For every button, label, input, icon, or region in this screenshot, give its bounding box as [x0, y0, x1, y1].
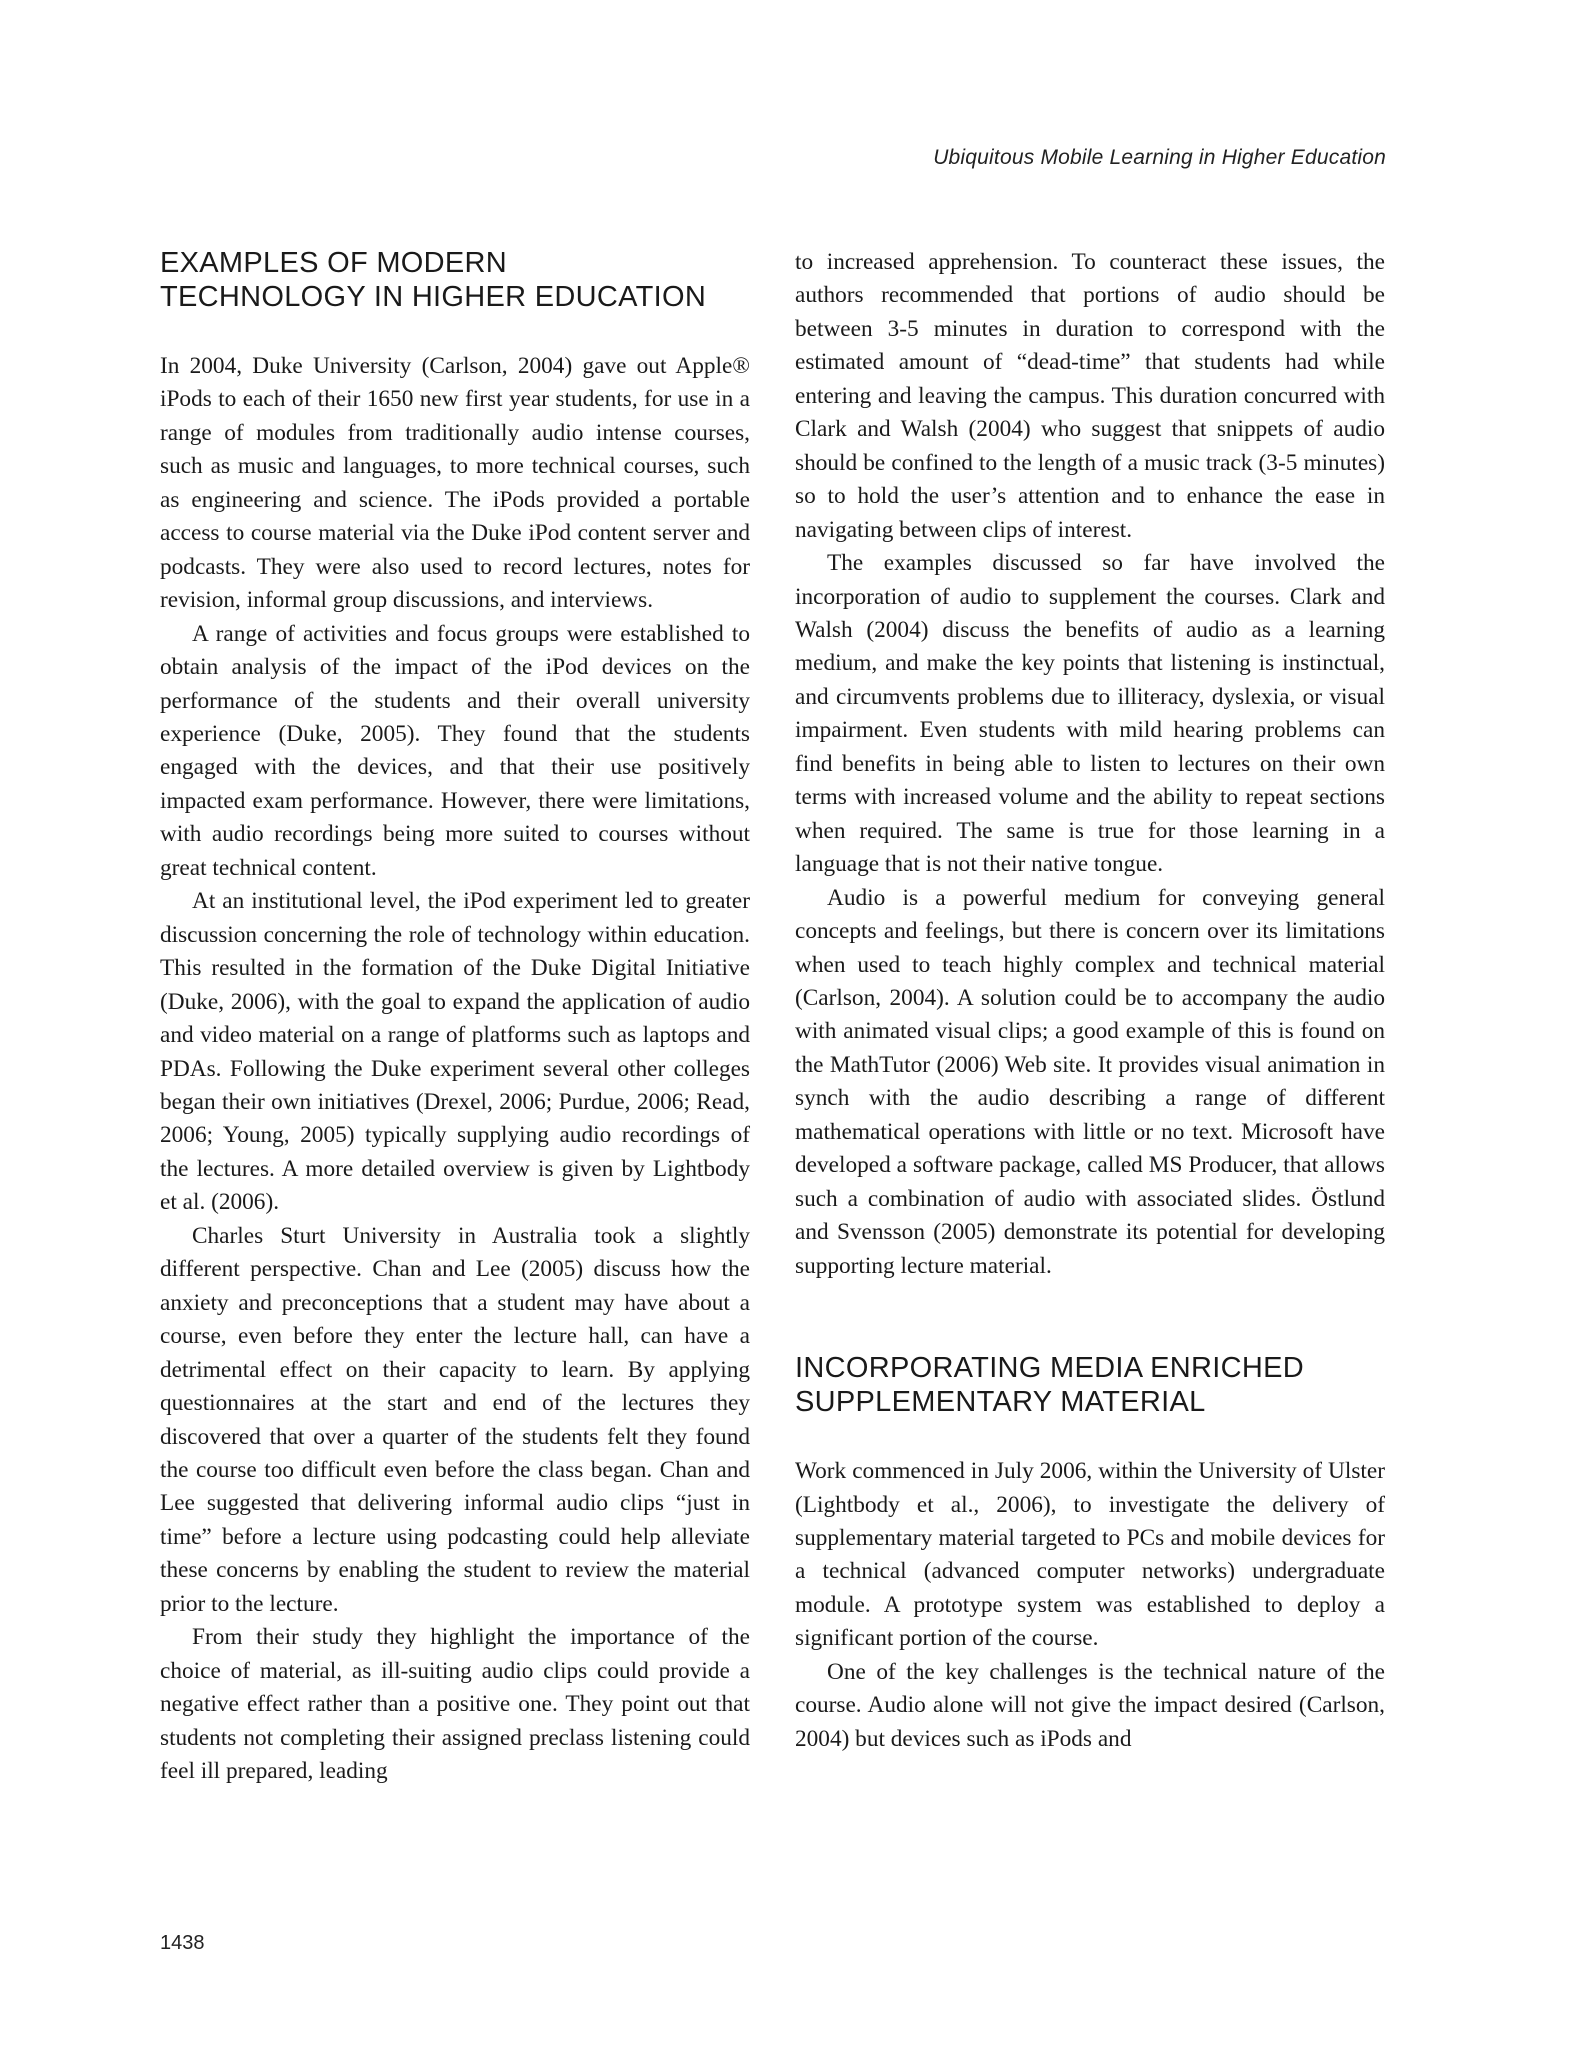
- heading-line: INCORPORATING MEDIA ENRICHED: [795, 1352, 1304, 1385]
- body-paragraph: to increased apprehension. To counteract these issues, the authors recommended that portions of audio should be between 3-5 minutes in duration to correspond with the estimated amount of “dead-time” that students had while entering and leaving the campus. This duration concurred with Clark and Walsh (2004) who suggest that snippets of audio should be confined to the length of a music track (3-5 minutes) so to hold the user’s attention and to enhance the ease in navigating between clips of interest.: [795, 249, 1385, 543]
- body-paragraph: At an institutional level, the iPod experiment led to greater discussion concerning the role of technology within education. This resulted in the formation of the Duke Digital Initiative (Duke, 2006), with the goal to expand the application of audio and video material on a range of platforms such as laptops and PDAs. Following the Duke experiment several other colleges began their own initiatives (Drexel, 2006; Purdue, 2006; Read, 2006; Young, 2005) typically supplying audio recordings of the lectures. A more detailed overview is given by Lightbody et al. (2006).: [160, 888, 750, 1216]
- body-paragraph: In 2004, Duke University (Carlson, 2004) gave out Apple® iPods to each of their 1650 new first year students, for use in a range of modules from traditionally audio intense courses, such as music and languages, to more technical courses, such as engineering and science. The iPods provided a portable access to course material via the Duke iPod content server and podcasts. They were also used to record lectures, notes for revision, informal group discussions, and interviews.: [160, 353, 750, 614]
- body-paragraph: Audio is a powerful medium for conveying general concepts and feelings, but there is concern over its limitations when used to teach highly complex and technical material (Carlson, 2004). A solution could be to accompany the audio with animated visual clips; a good example of this is found on the MathTutor (2006) Web site. It provides visual animation in synch with the audio describing a range of different mathematical operations with little or no text. Microsoft have developed a software package, called MS Producer, that allows such a combination of audio with associated slides. Östlund and Svensson (2005) demonstrate its potential for developing supporting lecture material.: [795, 884, 1385, 1279]
- body-paragraph: A range of activities and focus groups were established to obtain analysis of the impact of the iPod devices on the performance of the students and their overall university experience (Duke, 2005). They found that the students engaged with the devices, and that their use positively impacted exam performance. However, there were limitations, with audio recordings being more suited to courses without great technical content.: [160, 620, 750, 881]
- section-heading-incorporating: [795, 1351, 1385, 1419]
- running-head: Ubiquitous Mobile Learning in Higher Education: [933, 146, 1386, 169]
- body-paragraph: The examples discussed so far have involved the incorporation of audio to supplement the courses. Clark and Walsh (2004) discuss the benefits of audio as a learning medium, and make the key points that listening is instinctual, and circumvents problems due to illiteracy, dyslexia, or visual impairment. Even students with mild hearing problems can find benefits in being able to listen to lectures on their own terms with increased volume and the ability to repeat sections when required. The same is true for those learning in a language that is not their native tongue.: [795, 550, 1385, 878]
- right-column: [795, 246, 1385, 1756]
- left-column: [160, 246, 750, 1788]
- page-number: 1438: [160, 1932, 205, 1954]
- heading-line: EXAMPLES OF MODERN: [160, 247, 508, 279]
- section-spacer: [795, 1283, 1385, 1351]
- body-paragraph: Charles Sturt University in Australia took a slightly different perspective. Chan and Lee (2005) discuss how the anxiety and preconceptions that a student may have about a course, even before they enter the lecture hall, can have a detrimental effect on their capacity to learn. By applying questionnaires at the start and end of the lectures they discovered that over a quarter of the students felt they found the course too difficult even before the class began. Chan and Lee suggested that delivering informal audio clips “just in time” before a lecture using podcasting could help alleviate these concerns by enabling the student to review the material prior to the lecture.: [160, 1222, 750, 1617]
- body-paragraph: One of the key challenges is the technical nature of the course. Audio alone will not give the impact desired (Carlson, 2004) but devices such as iPods and: [795, 1658, 1385, 1752]
- heading-line: TECHNOLOGY IN HIGHER EDUCATION: [160, 281, 707, 313]
- body-paragraph: From their study they highlight the importance of the choice of material, as ill-suiting audio clips could provide a negative effect rather than a positive one. They point out that students not completing their assigned preclass listening could feel ill prepared, leading: [160, 1624, 750, 1785]
- body-paragraph: Work commenced in July 2006, within the University of Ulster (Lightbody et al., 2006), to investigate the delivery of supplementary material targeted to PCs and mobile devices for a technical (advanced computer networks) undergraduate module. A prototype system was established to deploy a significant portion of the course.: [795, 1458, 1385, 1652]
- heading-line: SUPPLEMENTARY MATERIAL: [795, 1386, 1206, 1419]
- section-heading-examples: [160, 246, 750, 314]
